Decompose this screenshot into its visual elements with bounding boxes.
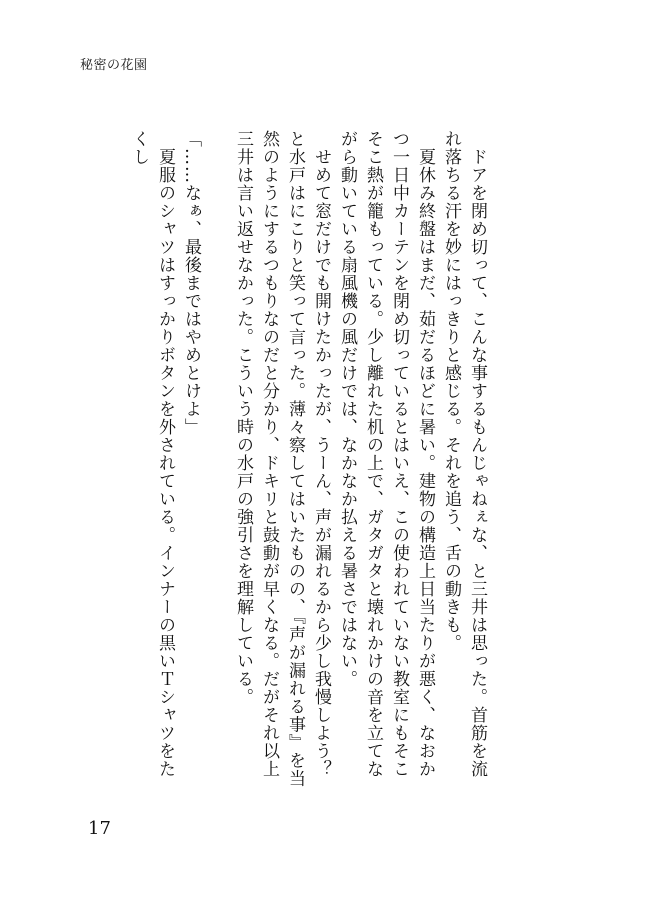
dialogue-line: 「……なぁ、最後まではやめとけよ」 xyxy=(181,130,201,436)
page-number: 17 xyxy=(88,818,111,839)
paragraph: せめて窓だけでも開けたかったが、うーん、声が漏れるから少し我慢しよう？と水戸はにこりと笑って言った。薄々察してはいたものの、『声が漏れる事』を当然のようにするつもりなのだと分かり、ドキリと鼓動が早くなる。だがそれ以上三井は言い返せなかった。こういう時の水戸の強引さを理解している。 xyxy=(233,130,331,788)
paragraph: 夏服のシャツはすっかりボタンを外されている。インナーの黒いＴシャツをたくし xyxy=(129,130,175,778)
paragraph: ドアを閉め切って、こんな事するもんじゃねぇな、と三井は思った。首筋を流れ落ちる汗を妙にはっきりと感じる。それを追う、舌の動きも。 xyxy=(441,130,487,778)
paragraph-gap xyxy=(204,130,230,790)
body-text xyxy=(100,130,490,790)
running-head: 秘密の花園 xyxy=(80,58,148,73)
paragraph: 夏休み終盤はまだ、茹だるほどに暑い。建物の構造上日当たりが悪く、なおかつ一日中カーテンを閉め切っているとはいえ、この使われていない教室にもそこそこ熱が籠もっている。少し離れた机の上で、ガタガタと壊れかけの音を立てながら動いている扇風機の風だけでは、なかなか払える暑さではない。 xyxy=(337,130,435,778)
